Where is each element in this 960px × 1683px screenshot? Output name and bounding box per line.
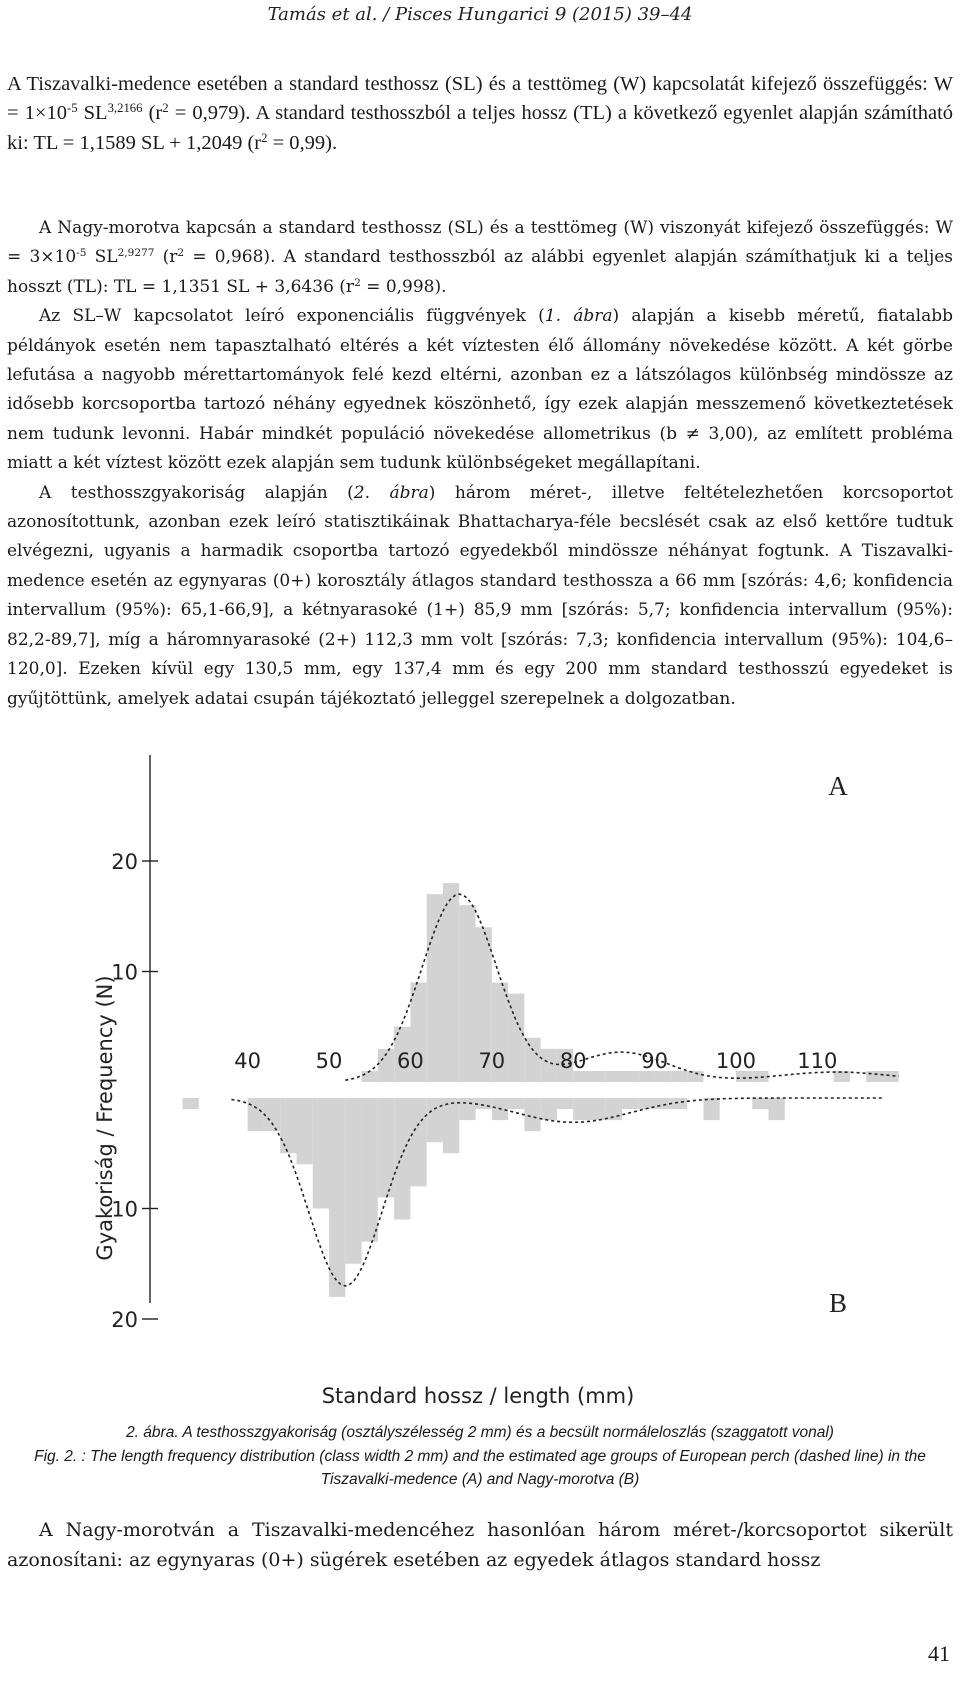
bar-b-41 [248, 1098, 264, 1131]
y-tick-label-2: 10 [111, 1197, 138, 1222]
bar-a-93 [671, 1071, 687, 1082]
bar-b-43 [264, 1098, 280, 1131]
running-header: Tamás et al. / Pisces Hungarici 9 (2015) 39–44 [267, 4, 693, 25]
body-paragraph-2 [7, 214, 953, 302]
bar-b-79 [557, 1098, 573, 1109]
p2-sup-1: -5 [76, 247, 87, 260]
bar-a-55 [362, 1071, 378, 1082]
figure-2 [0, 755, 960, 1415]
panel-label-b: B [828, 1288, 848, 1318]
p1-sup-4: 2 [261, 130, 268, 145]
bar-a-95 [687, 1071, 703, 1082]
bar-a-63 [427, 894, 443, 1082]
panel-label-a: A [828, 771, 848, 801]
bar-b-91 [655, 1098, 671, 1109]
x-tick-label-70: 70 [478, 1049, 506, 1073]
bar-b-49 [313, 1098, 329, 1209]
bar-b-59 [394, 1098, 410, 1220]
bar-b-75 [524, 1098, 540, 1131]
bar-b-45 [280, 1098, 296, 1153]
bar-b-87 [622, 1098, 638, 1109]
bar-b-81 [573, 1098, 589, 1120]
bar-b-53 [345, 1098, 361, 1264]
p1-text-a: A Tiszavalki-medence esetében a standard testhossz (SL) és a testtömeg (W) kapcsolatát kifejező összefüggés: W = 1×10 [7, 73, 953, 125]
bar-b-67 [459, 1098, 475, 1120]
x-tick-label-110: 110 [797, 1049, 838, 1073]
bar-a-77 [541, 1049, 557, 1082]
p4-text-b: ) három méret-, illetve feltételezhetően korcsoportot azonosítottunk, azonban ezek leíró statisztikáinak Bhattacharya-féle becslését csak az első kettőre tudtuk elvégezni, ugyanis a harmadik csoportba tartozó egyedekből mindössze néhányat fogtunk. A Tiszavalki-medence esetén az egynyaras (0+) korosztály átlagos standard testhossza a 66 mm [szórás: 4,6; konfidencia intervallum (95%): 65,1-66,9], a kétnyarasoké (1+) 85,9 mm [szórás: 5,7; konfidencia intervallum (95%): 82,2-89,7], míg a háromnyarasoké (2+) 112,3 mm volt [szórás: 7,3; konfidencia intervallum (95%): 104,6–120,0]. Ezeken kívül egy 130,5 mm, egy 137,4 mm és egy 200 mm standard testhosszú egyedeket is gyűjtöttünk, amelyek adatai csupán tájékoztató jelleggel szerepelnek a dolgozatban. [7, 482, 953, 709]
bar-a-119 [882, 1071, 898, 1082]
bar-a-75 [524, 1038, 540, 1082]
bar-b-47 [296, 1098, 312, 1164]
p1-text-d: = 0,979). A standard testhosszból a teljes hossz (TL) a következő egyenlet alapján számítható ki: TL = 1,1589 SL + 1,2049 (r [7, 102, 954, 154]
y-tick-label-1: 10 [111, 960, 138, 985]
x-tick-label-60: 60 [397, 1049, 424, 1073]
bar-b-105 [769, 1098, 785, 1120]
body-paragraph-4 [7, 479, 953, 714]
p1-text-b: SL [77, 102, 108, 125]
y-tick-label-0: 20 [111, 850, 138, 874]
bar-b-77 [541, 1098, 557, 1120]
p1-sup-2: 3,2166 [107, 101, 143, 116]
bar-a-67 [459, 905, 475, 1082]
figure-reference-2: 2. ábra [353, 482, 429, 503]
bar-b-73 [508, 1098, 524, 1109]
length-frequency-chart [0, 755, 960, 1415]
bar-a-87 [622, 1071, 638, 1082]
bar-b-61 [410, 1098, 426, 1186]
x-tick-label-100: 100 [715, 1049, 757, 1073]
bar-b-55 [362, 1098, 378, 1242]
bar-a-85 [606, 1071, 622, 1082]
x-tick-label-80: 80 [559, 1049, 587, 1073]
bars-panel-b [183, 1098, 785, 1297]
p1-sup-1: -5 [66, 101, 78, 116]
body-paragraph-3 [7, 302, 953, 478]
bar-b-51 [329, 1098, 345, 1297]
x-tick-label-50: 50 [315, 1049, 343, 1073]
p2-sup-3: 2 [177, 247, 185, 260]
bar-a-117 [866, 1071, 882, 1082]
p3-text-b: ) alapján a kisebb méretű, fiatalabb példányok esetén nem tapasztalható eltérés a két víztesten élő állomány növekedése között. A két görbe lefutása a nagyobb mérettartományok felé kezd eltérni, azonban ez a látszólagos különbség mindössze az idősebb korcsoportba tartozó néhány egyednek köszönhető, így ezek alapján messzemenő következtetések nem tudunk levonni. Habár mindkét populáció növekedése allometrikus (b ≠ 3,00), az említett probléma miatt a két víztest között ezek alapján sem tudunk különbségeket megállapítani. [7, 306, 953, 474]
bar-b-103 [752, 1098, 768, 1109]
caption-english: Fig. 2. : The length frequency distribution (class width 2 mm) and the estimated age groups of European perch (dashed line) in the Tiszavalki-medence (A) and Nagy-morotva (B) [34, 1448, 926, 1488]
closing-paragraph [7, 1515, 953, 1575]
body-paragraphs-main [7, 214, 953, 714]
p2-text-a: A Nagy-morotva kapcsán a standard testhossz (SL) és a testtömeg (W) viszonyát kifejező összefüggés: W = 3×10 [7, 218, 953, 268]
bar-a-65 [443, 883, 459, 1082]
y-axis-label: Gyakoriság / Frequency (N) [93, 975, 117, 1261]
bar-a-83 [589, 1071, 605, 1082]
bar-b-33 [183, 1098, 199, 1109]
caption-hungarian: 2. ábra. A testhosszgyakoriság (osztályszélesség 2 mm) és a becsült normáleloszlás (szaggatott vonal) [126, 1424, 834, 1441]
p2-text-d: = 0,968). A standard testhosszból az alábbi egyenlet alapján számíthatjuk ki a teljes hosszt (TL): TL = 1,1351 SL + 3,6436 (r [7, 247, 954, 297]
p1-text-e: = 0,99). [267, 131, 338, 154]
p2-sup-4: 2 [354, 277, 361, 290]
p3-text-a: Az SL–W kapcsolatot leíró exponenciális függvények ( [39, 306, 545, 327]
p2-text-b: SL [86, 247, 118, 268]
bar-b-65 [443, 1098, 459, 1153]
bar-b-85 [606, 1098, 622, 1120]
body-paragraph-1 [7, 70, 953, 158]
x-tick-label-40: 40 [234, 1049, 262, 1073]
bar-b-83 [589, 1098, 605, 1120]
p1-text-c: (r [142, 102, 163, 125]
y-tick-label-3: 20 [111, 1308, 138, 1332]
p4-text-a: A testhosszgyakoriság alapján ( [39, 482, 354, 503]
p2-text-c: (r [154, 247, 178, 268]
bar-b-57 [378, 1098, 394, 1197]
bar-b-97 [703, 1098, 719, 1120]
bar-b-63 [427, 1098, 443, 1142]
x-axis-label: Standard hossz / length (mm) [321, 1384, 635, 1408]
page-number: 41 [928, 1641, 950, 1666]
p2-text-e: = 0,998). [360, 276, 447, 297]
p1-sup-3: 2 [162, 101, 169, 116]
closing-text: A Nagy-morotván a Tiszavalki-medencéhez hasonlóan három méret-/korcsoportot sikerült azonosítani: az egynyaras (0+) sügérek esetében az egyedek átlagos standard hossz [7, 1519, 953, 1571]
figure-reference-1: 1. ábra [544, 306, 613, 327]
x-tick-label-90: 90 [641, 1049, 668, 1073]
bar-b-93 [671, 1098, 687, 1109]
p2-sup-2: 2,9277 [117, 247, 155, 260]
